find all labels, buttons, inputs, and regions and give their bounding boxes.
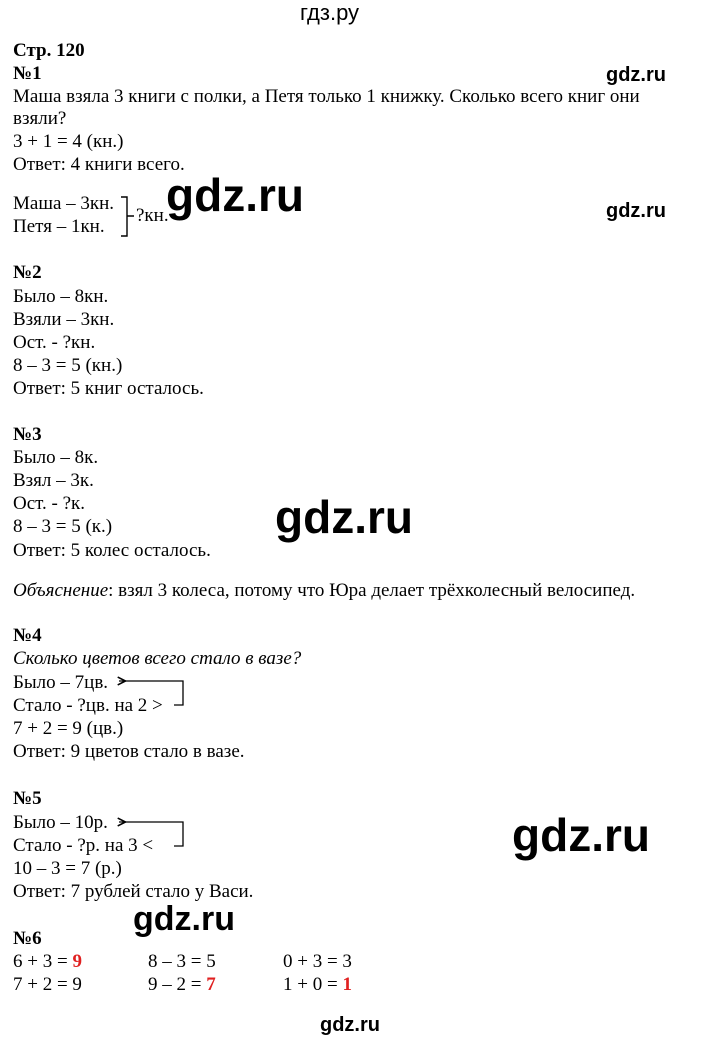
task5-arrow — [119, 822, 183, 846]
task1-masha: Маша – 3кн. — [13, 193, 115, 214]
task1-total: ?кн. — [136, 205, 169, 226]
task4-arrow — [119, 681, 183, 705]
task1-petya: Петя – 1кн. — [13, 216, 105, 237]
task5-calc: 10 – 3 = 7 (р.) — [13, 858, 122, 879]
watermark: gdz.ru — [320, 1014, 380, 1036]
task6-number: №6 — [13, 928, 42, 949]
task4-line1: Было – 7цв. — [13, 672, 109, 693]
page-ref: Стр. 120 — [13, 40, 85, 61]
task3-calc: 8 – 3 = 5 (к.) — [13, 516, 113, 537]
watermark: gdz.ru — [512, 809, 650, 861]
task3-line3: Ост. - ?к. — [13, 493, 86, 514]
task6-item: 7 + 2 = 9 — [13, 974, 82, 995]
watermark: gdz.ru — [275, 491, 413, 543]
watermark: gdz.ru — [606, 200, 666, 222]
task4-line2: Стало - ?цв. на 2 > — [13, 695, 163, 716]
task5-line1: Было – 10р. — [13, 812, 108, 833]
task2-line3: Ост. - ?кн. — [13, 332, 96, 353]
task2-line1: Было – 8кн. — [13, 286, 109, 307]
explanation-label: Объяснение — [13, 580, 109, 601]
task1-question-line2: взяли? — [13, 108, 67, 129]
task2-line2: Взяли – 3кн. — [13, 309, 115, 330]
task5-answer: Ответ: 7 рублей стало у Васи. — [13, 881, 254, 902]
task6-item: 1 + 0 = 1 — [283, 974, 352, 995]
task1-brace — [121, 197, 134, 236]
task2-number: №2 — [13, 262, 42, 283]
task5-number: №5 — [13, 788, 42, 809]
task6-item: 8 – 3 = 5 — [148, 951, 216, 972]
task6-item: 0 + 3 = 3 — [283, 951, 352, 972]
explanation-text: : взял 3 колеса, потому что Юра делает трёхколесный велосипед. — [108, 580, 636, 601]
task4-calc: 7 + 2 = 9 (цв.) — [13, 718, 124, 739]
task5-line2: Стало - ?р. на 3 < — [13, 835, 154, 856]
watermark: gdz.ru — [166, 169, 304, 221]
task6-item: 6 + 3 = 9 — [13, 951, 82, 972]
task4-answer: Ответ: 9 цветов стало в вазе. — [13, 741, 245, 762]
task3-answer: Ответ: 5 колес осталось. — [13, 540, 211, 561]
task1-answer: Ответ: 4 книги всего. — [13, 154, 185, 175]
task3-line2: Взял – 3к. — [13, 470, 94, 491]
task2-answer: Ответ: 5 книг осталось. — [13, 378, 204, 399]
task4-number: №4 — [13, 625, 42, 646]
task3-line1: Было – 8к. — [13, 447, 99, 468]
watermark: gdz.ru — [133, 900, 235, 938]
watermark: gdz.ru — [606, 64, 666, 86]
task1-number: №1 — [13, 63, 42, 84]
site-header[interactable]: гдз.ру — [300, 0, 360, 25]
task3-number: №3 — [13, 424, 42, 445]
task6-item: 9 – 2 = 7 — [148, 974, 216, 995]
task2-calc: 8 – 3 = 5 (кн.) — [13, 355, 123, 376]
task1-question-line1: Маша взяла 3 книги с полки, а Петя только 1 книжку. Сколько всего книг они — [13, 86, 640, 107]
task1-calc: 3 + 1 = 4 (кн.) — [13, 131, 124, 152]
task4-question: Сколько цветов всего стало в вазе? — [13, 648, 302, 669]
